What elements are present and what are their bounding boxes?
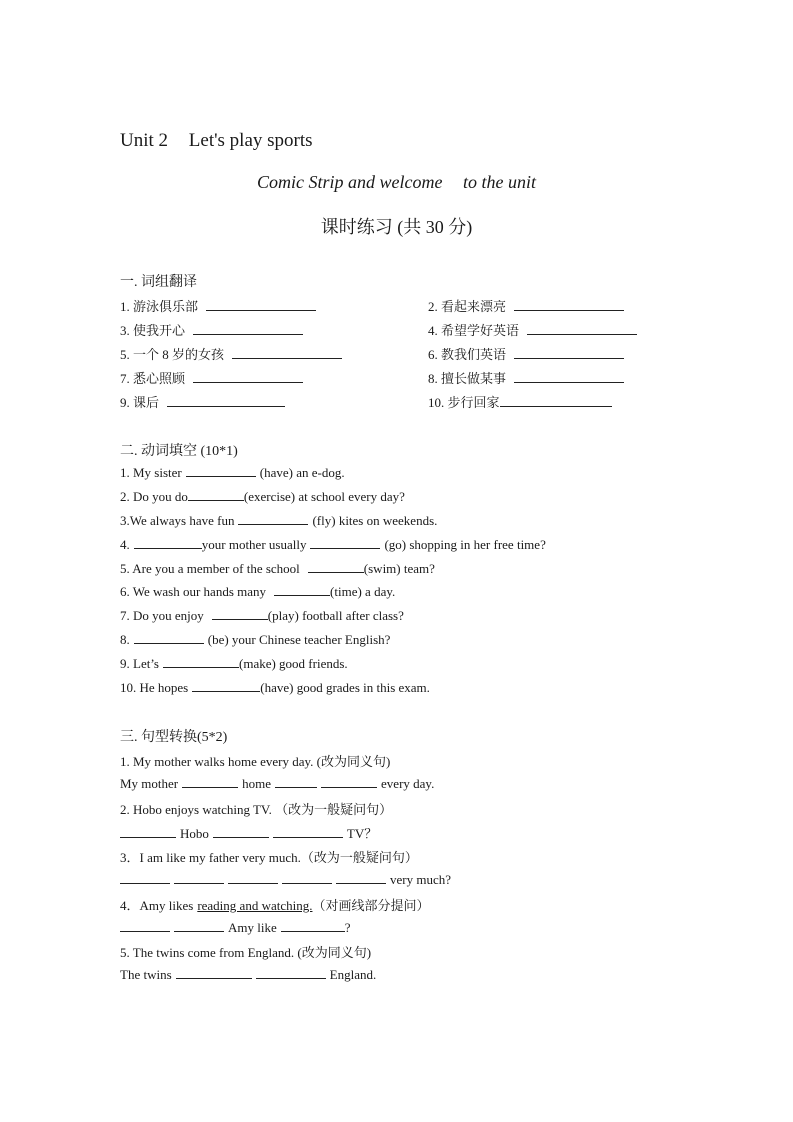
transform-question: 1. My mother walks home every day. (改为同义句): [120, 754, 391, 769]
unit-title: [120, 130, 329, 152]
answer-blank[interactable]: [120, 919, 170, 932]
phrase-item: 8. 擅长做某事: [428, 368, 624, 387]
answer-blank[interactable]: [193, 370, 303, 383]
answer-blank[interactable]: [120, 871, 170, 884]
subtitle-left: Comic Strip and welcome: [257, 172, 443, 192]
answer-blank[interactable]: [167, 394, 285, 407]
phrase-item: 3. 使我开心: [120, 320, 303, 339]
transform-answer: My mother home every day.: [120, 776, 435, 791]
phrase-item: 5. 一个 8 岁的女孩: [120, 344, 342, 363]
transform-question: 5. The twins come from England. (改为同义句): [120, 945, 372, 960]
answer-blank[interactable]: [174, 871, 224, 884]
phrase-item: 6. 教我们英语: [428, 344, 624, 363]
section1-heading: 一. 词组翻译: [120, 275, 197, 290]
answer-blank[interactable]: [206, 298, 316, 311]
section3-heading: 三. 句型转换(5*2): [120, 730, 228, 745]
answer-blank[interactable]: [213, 825, 269, 838]
verb-item: 10. He hopes (have) good grades in this exam.: [120, 680, 430, 695]
transform-question: 3．I am like my father very much.（改为一般疑问句）: [120, 850, 418, 865]
answer-blank[interactable]: [134, 631, 204, 644]
answer-blank[interactable]: [163, 655, 239, 668]
answer-blank[interactable]: [273, 825, 343, 838]
subtitle-right: to the unit: [462, 172, 536, 192]
answer-blank[interactable]: [275, 775, 317, 788]
answer-blank[interactable]: [336, 871, 386, 884]
unit-number: Unit 2: [120, 130, 169, 151]
answer-blank[interactable]: [527, 322, 637, 335]
answer-blank[interactable]: [514, 346, 624, 359]
verb-item: 5. Are you a member of the school (swim) team?: [120, 561, 435, 576]
lesson-title: 课时练习 (共 30 分): [320, 217, 473, 237]
answer-blank[interactable]: [232, 346, 342, 359]
lesson-subtitle: [0, 172, 793, 193]
section2-heading: 二. 动词填空 (10*1): [120, 444, 238, 459]
unit-topic: Let's play sports: [188, 130, 313, 151]
answer-blank[interactable]: [281, 919, 345, 932]
phrase-item: 9. 课后: [120, 392, 285, 411]
verb-item: 6. We wash our hands many (time) a day.: [120, 584, 396, 599]
transform-question: 2. Hobo enjoys watching TV. （改为一般疑问句）: [120, 802, 393, 817]
answer-blank[interactable]: [182, 775, 238, 788]
phrase-item: 7. 悉心照顾: [120, 368, 303, 387]
transform-answer: The twins England.: [120, 967, 377, 982]
answer-blank[interactable]: [274, 583, 330, 596]
answer-blank[interactable]: [192, 679, 260, 692]
verb-item: 1. My sister (have) an e-dog.: [120, 465, 345, 480]
phrase-item: 2. 看起来漂亮: [428, 296, 624, 315]
answer-blank[interactable]: [174, 919, 224, 932]
answer-blank[interactable]: [514, 370, 624, 383]
phrase-item: 4. 希望学好英语: [428, 320, 637, 339]
transform-answer: Amy like ?: [120, 919, 351, 936]
verb-item: 2. Do you do (exercise) at school every day?: [120, 489, 405, 504]
answer-blank[interactable]: [188, 488, 244, 501]
transform-answer: very much?: [120, 871, 451, 888]
answer-blank[interactable]: [310, 536, 380, 549]
answer-blank[interactable]: [238, 512, 308, 525]
answer-blank[interactable]: [120, 825, 176, 838]
answer-blank[interactable]: [256, 966, 326, 979]
phrase-item: 1. 游泳俱乐部: [120, 296, 316, 315]
answer-blank[interactable]: [176, 966, 252, 979]
answer-blank[interactable]: [514, 298, 624, 311]
answer-blank[interactable]: [193, 322, 303, 335]
verb-item: 3.We always have fun (fly) kites on weekends.: [120, 513, 438, 528]
answer-blank[interactable]: [212, 607, 268, 620]
transform-answer: Hobo TV？: [120, 823, 377, 842]
answer-blank[interactable]: [500, 394, 612, 407]
answer-blank[interactable]: [186, 464, 256, 477]
phrase-item: 10. 步行回家: [428, 392, 612, 411]
answer-blank[interactable]: [228, 871, 278, 884]
answer-blank[interactable]: [308, 560, 364, 573]
transform-question: 4．Amy likes reading and watching.（对画线部分提问）: [120, 898, 430, 913]
verb-item: 8. (be) your Chinese teacher English?: [120, 632, 391, 647]
verb-item: 9. Let’s (make) good friends.: [120, 656, 348, 671]
verb-item: 7. Do you enjoy (play) football after class?: [120, 608, 404, 623]
answer-blank[interactable]: [134, 536, 202, 549]
verb-item: 4. your mother usually (go) shopping in her free time?: [120, 537, 546, 552]
underlined-phrase: reading and watching.: [197, 898, 313, 913]
answer-blank[interactable]: [321, 775, 377, 788]
answer-blank[interactable]: [282, 871, 332, 884]
